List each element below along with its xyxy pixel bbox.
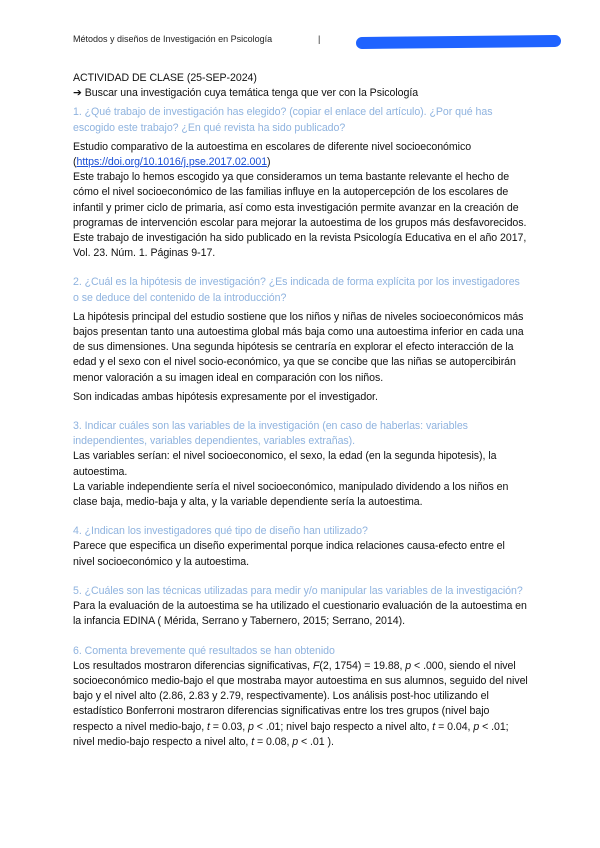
q6-stat-symbol: t <box>207 720 210 733</box>
activity-instruction: ➔ Buscar una investigación cuya temática tenga que ver con la Psicología <box>73 87 419 100</box>
q6-text: < .01 ). <box>298 735 334 748</box>
q6-stat-symbol: F <box>312 659 320 672</box>
q1-reason: Este trabajo lo hemos escogido ya que consideramos un tema bastante relevante el hecho de cómo el nivel socioeconómico de las familias influye en la autopercepción de los escolares de infantil y primer ciclo de primaria, así como esta investigación permite avanzar en la creación de programas de intervención escolar para mejorar la autoestima de los grupos más desfavorecidos. <box>73 171 527 229</box>
link-open-paren: ( <box>73 156 77 169</box>
q6-text: < .01; nivel bajo respecto a nivel alto, <box>253 720 433 733</box>
page-header <box>73 34 560 50</box>
q2-explicit: Son indicadas ambas hipótesis expresamente por el investigador. <box>73 390 378 403</box>
q6-text: Los resultados mostraron diferencias significativas, <box>73 659 313 672</box>
redacted-name-mark <box>356 35 561 49</box>
q6-answer <box>73 659 528 750</box>
study-title-text: Estudio comparativo de la autoestima en escolares de diferente nivel socioeconómico <box>73 140 472 153</box>
course-title: Métodos y diseños de Investigación en Psicología <box>73 34 273 44</box>
link-close-paren: ) <box>267 156 271 169</box>
header-separator: | <box>318 34 321 44</box>
q6-stat-symbol: t <box>432 720 436 733</box>
question-2: 2. ¿Cuál es la hipótesis de investigación? ¿Es indicada de forma explícita por los investigadores o se deduce del contenido de la introducción? <box>73 276 520 304</box>
q6-text: (2, 1754) = 19.88, <box>319 659 406 672</box>
q5-answer: Para la evaluación de la autoestima se ha utilizado el cuestionario evaluación de la autoestima en la infancia EDINA ( Mérida, Serrano y Tabernero, 2015; Serrano, 2014). <box>73 600 527 628</box>
q3-answer-2: La variable independiente sería el nivel socioeconómico, manipulado dividendo a los niños en clase baja, medio-baja y alta, y la variable dependiente sería la autoestima. <box>73 480 509 509</box>
question-6: 6. Comenta brevemente qué resultados se han obtenido <box>73 644 335 657</box>
doi-link[interactable]: https://doi.org/10.1016/j.pse.2017.02.001 <box>76 156 268 169</box>
q2-answer: La hipótesis principal del estudio sostiene que los niños y niñas de niveles socioeconómicos más bajos presentan tanto una autoestima global más baja como una autoestima inferior en cada una de sus dimensiones. Una segunda hipótesis se centraría en explorar el efecto interacción de la edad y el sexo con el nivel socio-económico, ya que se concibe que las niñas se autopercibirán menor valoración a su imagen ideal en comparación con los niños. <box>73 310 524 384</box>
q6-text: < .01; nivel medio-bajo respecto a nivel alto, <box>73 720 509 748</box>
q3-answer-1: Las variables serían: el nivel socioeconomico, el sexo, la edad (en la segunda hipotesis), la autoestima. <box>73 450 497 478</box>
question-4: 4. ¿Indican los investigadores qué tipo de diseño han utilizado? <box>73 525 368 538</box>
q6-stat-symbol: p <box>248 720 254 733</box>
q6-text: = 0.04, <box>435 720 474 733</box>
study-title <box>73 140 528 170</box>
question-1: 1. ¿Qué trabajo de investigación has elegido? (copiar el enlace del artículo). ¿Por qué has escogido este trabajo? ¿En qué revista ha sido publicado? <box>73 106 493 134</box>
q6-stat-symbol: p <box>473 720 480 733</box>
q6-stat-symbol: p <box>292 735 299 748</box>
document-body <box>73 71 528 750</box>
q6-text: = 0.08, <box>254 735 293 748</box>
question-5: 5. ¿Cuáles son las técnicas utilizadas para medir y/o manipular las variables de la investigación? <box>73 584 523 597</box>
question-3: 3. Indicar cuáles son las variables de la investigación (en caso de haberlas: variables independientes, variables dependientes, variables extrañas). <box>73 420 468 448</box>
q4-answer: Parece que especifica un diseño experimental porque indica relaciones causa-efecto entre el nivel socioeconómico y la autoestima. <box>73 540 505 568</box>
q6-text: < .000, siendo el nivel socioeconómico medio-bajo el que mostraba mayor autoestima en sus alumnos, seguido del nivel bajo y el nivel alto (2.86, 2.83 y 2.79, respectivamente). Los análisis post-hoc utilizando el estadístico Bonferroni mostraron diferencias significativas entre los tres grupos (nivel bajo respecto a nivel medio-bajo, <box>73 659 528 733</box>
q6-stat-symbol: t <box>251 735 255 748</box>
activity-title: ACTIVIDAD DE CLASE (25-SEP-2024) <box>73 72 257 84</box>
q1-journal: Este trabajo de investigación ha sido publicado en la revista Psicología Educativa en el año 2017, Vol. 23. Núm. 1. Páginas 9-17. <box>73 232 527 260</box>
q6-text: = 0.03, <box>209 720 249 733</box>
q6-stat-symbol: p <box>405 659 412 672</box>
